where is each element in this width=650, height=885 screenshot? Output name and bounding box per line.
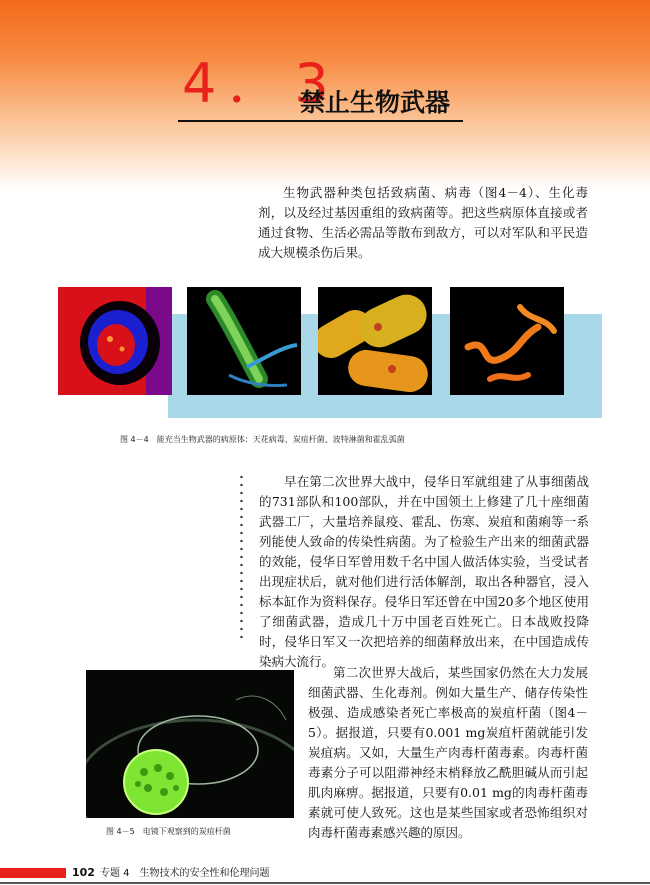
footer-rule <box>0 882 650 884</box>
chapter-title: 禁止生物武器 <box>300 88 451 117</box>
bacteria-rods-image <box>318 287 432 395</box>
figure-4-5-caption: 图 4－5 电镜下观察到的炭疽杆菌 <box>106 827 231 836</box>
cholera-vibrio-image <box>450 287 564 395</box>
running-title: 专题 4 生物技术的安全性和伦理问题 <box>100 868 270 879</box>
anthrax-electron-micrograph <box>86 670 294 818</box>
decorative-dotted-line <box>240 473 243 643</box>
anthrax-bacillus-image <box>187 287 301 395</box>
figure-4-4-caption: 图 4－4 能充当生物武器的病原体：天花病毒、炭疽杆菌、波特淋菌和霍乱弧菌 <box>120 435 405 444</box>
page-number: 102 <box>72 866 95 879</box>
smallpox-virus-image <box>58 287 172 395</box>
title-underline <box>178 120 463 122</box>
footer-accent-bar <box>0 868 66 878</box>
chapter-number: 4．3 <box>182 52 341 115</box>
body-paragraph-1: 早在第二次世界大战中，侵华日军就组建了从事细菌战的731部队和100部队，并在中国领土上修建了几十座细菌武器工厂，大量培养鼠疫、霍乱、伤寒、炭疽和菌痢等一系列能使人致命的传染性病菌。为了检验生产出来的细菌武器的效能，侵华日军曾用数千名中国人做活体实验，当受试者出现症状后，就对他们进行活体解剖，取出各种器官，浸入标本缸作为资料保存。侵华日军还曾在中国20多个地区使用了细菌武器，造成几十万中国老百姓死亡。日本战败投降时，侵华日军又一次把培养的细菌释放出来，在中国造成传染病大流行。 <box>259 474 589 669</box>
intro-paragraph: 生物武器种类包括致病菌、病毒（图4－4）、生化毒剂，以及经过基因重组的致病菌等。把这些病原体直接或者通过食物、生活必需品等散布到敌方，可以对军队和平民造成大规模杀伤后果。 <box>258 185 588 260</box>
body-paragraph-2: 第二次世界大战后，某些国家仍然在大力发展细菌武器、生化毒剂。例如大量生产、储存传染性极强、造成感染者死亡率极高的炭疽杆菌（图4－5）。据报道，只要有0.001 mg炭疽杆菌就能引发炭疽病。又如，大量生产肉毒杆菌毒素。肉毒杆菌毒素分子可以阻滞神经末梢释放乙酰胆碱从而引起肌肉麻痹。据报道，只要有0.01 mg的肉毒杆菌毒素就可使人致死。这也是某些国家或者恐怖组织对肉毒杆菌毒素感兴趣的原因。 <box>308 665 588 840</box>
